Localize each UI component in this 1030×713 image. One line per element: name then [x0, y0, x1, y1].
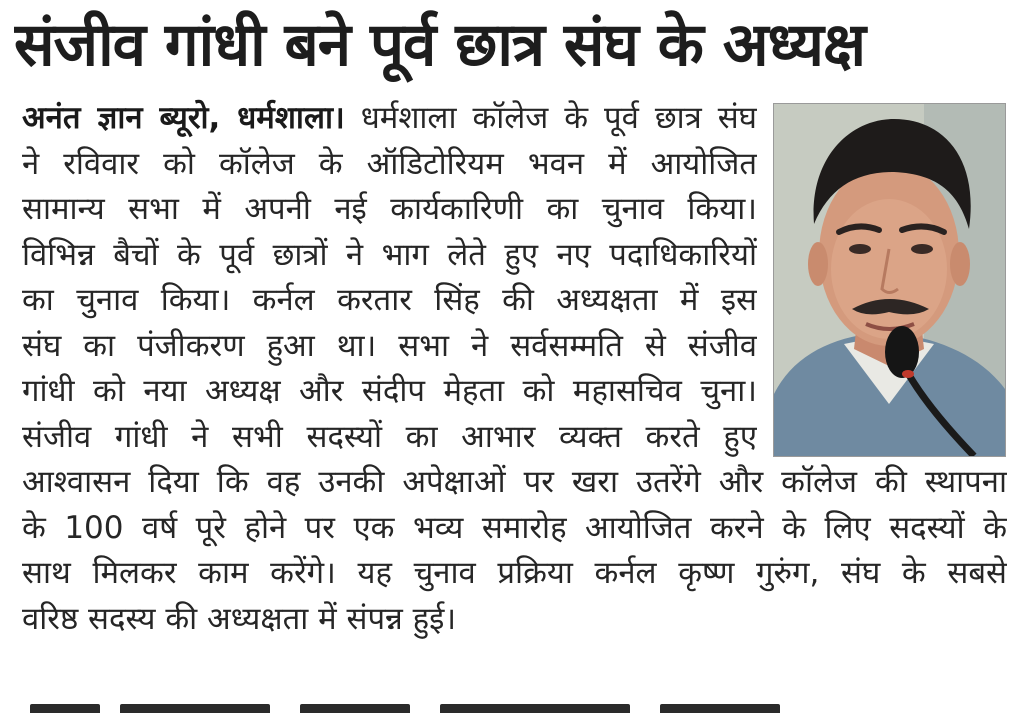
article-line-12: वरिष्ठ सदस्य की अध्यक्षता में संपन्न हुई। [22, 600, 457, 637]
article-line-3: सामान्य सभा में अपनी नई कार्यकारिणी का चुनाव किया। [22, 191, 757, 227]
article-line-11: साथ मिलकर काम करेंगे। यह चुनाव प्रक्रिया कर्नल कृष्ण गुरुंग, संघ के सबसे [22, 555, 1007, 591]
article-byline: अनंत ज्ञान ब्यूरो, धर्मशाला। [22, 100, 345, 136]
article-line-6: संघ का पंजीकरण हुआ था। सभा ने सर्वसम्मति से संजीव [22, 327, 757, 364]
article-line-1-text: धर्मशाला कॉलेज के पूर्व छात्र संघ [344, 100, 757, 136]
article-line-9: आश्वासन दिया कि वह उनकी अपेक्षाओं पर खरा उतरेंगे और कॉलेज की स्थापना [22, 464, 1007, 500]
article-body [22, 96, 1012, 642]
article-line-2: ने रविवार को कॉलेज के ऑडिटोरियम भवन में आयोजित [22, 145, 757, 182]
article-line-8: संजीव गांधी ने सभी सदस्यों का आभार व्यक्त करते हुए [22, 418, 757, 455]
article-line-5: का चुनाव किया। कर्नल करतार सिंह की अध्यक्षता में इस [22, 282, 757, 318]
article-line-1 [22, 96, 757, 142]
article-line-7: गांधी को नया अध्यक्ष और संदीप मेहता को महासचिव चुना। [22, 373, 757, 409]
next-headline-fragment [0, 700, 1030, 713]
article-line-4: विभिन्न बैचों के पूर्व छात्रों ने भाग लेते हुए नए पदाधिकारियों [22, 236, 757, 273]
article-line-10: के 100 वर्ष पूरे होने पर एक भव्य समारोह आयोजित करने के लिए सदस्यों के [22, 509, 1007, 546]
article-headline: संजीव गांधी बने पूर्व छात्र संघ के अध्यक्ष [14, 10, 865, 80]
